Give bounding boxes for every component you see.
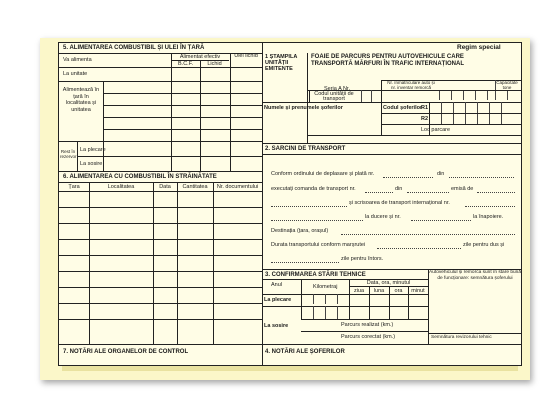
r2-label: R2 xyxy=(421,116,429,122)
nr-inmatriculare-label: Nr. înmatriculare auto și nr. inventar remorcă xyxy=(387,80,435,90)
section-1-stamp-label: 1 ȘTAMPILA UNITĂȚII EMITENTE xyxy=(265,54,298,72)
section-7-title: 7. NOTĂRI ALE ORGANELOR DE CONTROL xyxy=(63,349,189,355)
s2-line1b: din xyxy=(437,171,445,177)
numele-soferilor-label: Numele și prenumele șoferilor xyxy=(264,105,343,111)
s2-line6b: zile pentru dus și xyxy=(463,242,505,248)
s2-line2a: executați comanda de transport nr. xyxy=(271,186,356,192)
minut-label: minut xyxy=(411,288,425,294)
r1-label: R1 xyxy=(421,105,429,111)
s2-line2b: din xyxy=(395,186,403,192)
s2-line7: zile pentru întors. xyxy=(341,256,384,262)
col-localitatea: Localitatea xyxy=(107,184,135,190)
form-title-line2: TRANSPORTĂ MĂRFURI ÎN TRAFIC INTERNAȚIONAL xyxy=(311,61,464,67)
regim-special-badge: Regim special xyxy=(457,44,501,51)
semnatura-revizor-label: Semnătura revizorului tehnic xyxy=(431,335,492,340)
col-data: Data xyxy=(159,184,171,190)
col-tara: Țara xyxy=(68,184,80,190)
capacitate-label: Capacitate tone xyxy=(496,80,518,90)
section-3-title: 3. CONFIRMAREA STĂRII TEHNICE xyxy=(265,272,366,278)
ziua-label: ziua xyxy=(353,288,365,294)
bcf-label: B.C.F. xyxy=(178,61,193,67)
rest-la-sosire-label: La sosire xyxy=(80,161,103,167)
cod-unitate-label: Codul unității de transport xyxy=(314,91,354,102)
luna-label: luna xyxy=(373,288,385,294)
section-5-title: 5. ALIMENTAREA COMBUSTIBIL ȘI ULEI ÎN ȚARĂ xyxy=(63,45,205,51)
section-4-title: 4. NOTĂRI ALE ȘOFERILOR xyxy=(265,349,345,355)
s2-line1a: Conform ordinului de deplasare și plată nr. xyxy=(271,171,375,177)
parcurs-corectat-label: Parcurs corectat (km.) xyxy=(341,334,396,340)
col-nr-document: Nr. documentului xyxy=(216,184,259,190)
alimentat-efectiv-label: Alimentat efectiv xyxy=(179,54,221,60)
s2-line4a: la ducere și nr. xyxy=(365,214,401,220)
la-unitate-label: La unitate xyxy=(63,71,88,77)
ora-label: ora xyxy=(394,288,403,294)
col-cantitatea: Cantitatea xyxy=(182,184,208,190)
loc-parcare-label: Loc parcare xyxy=(421,127,451,133)
rest-la-plecare-label: La plecare xyxy=(80,147,106,153)
s2-line5: Destinația (țara, orașul) xyxy=(271,228,329,234)
form-sheet xyxy=(58,42,522,366)
ulei-lichid-label: Ulei lichid xyxy=(234,53,258,59)
rest-rezervor-label: Rest în rezervor xyxy=(60,149,77,159)
serie-nr-label: Seria A Nr. xyxy=(324,86,350,92)
parcurs-realizat-label: Parcurs realizat (km.) xyxy=(341,322,394,328)
data-ora-label: Data, ora, minutul xyxy=(366,280,411,286)
s2-line4b: la înapoiere. xyxy=(473,214,504,220)
s2-line3: și scrisoarea de transport internațional nr. xyxy=(349,200,450,206)
anul-label: Anul xyxy=(271,282,283,288)
codul-soferilor-label: Codul șoferilor xyxy=(383,105,423,111)
section-2-title: 2. SARCINI DE TRANSPORT xyxy=(265,146,346,152)
stare-buna-label: Autovehiculul și remorca sunt în stare bună de funcționare: semnătura șoferului xyxy=(429,270,521,281)
alimenteaza-label: Alimentează în țară în localitatea și unitatea xyxy=(62,87,100,113)
s2-line2c: emisă de xyxy=(451,186,474,192)
s2-line6a: Durata transportului conform marșrutei xyxy=(271,242,366,248)
va-alimenta-label: Va alimenta xyxy=(63,57,92,63)
s3-la-plecare-label: La plecare xyxy=(264,297,292,303)
lichid-label: Lichid xyxy=(207,61,222,67)
s3-la-sosire-label: La sosire xyxy=(264,323,289,329)
kilometraj-label: Kilometraj xyxy=(313,284,338,290)
form-title-line1: FOAIE DE PARCURS PENTRU AUTOVEHICULE CARE xyxy=(311,54,464,60)
section-6-title: 6. ALIMENTAREA CU COMBUSTIBIL ÎN STRĂINĂTATE xyxy=(63,174,217,180)
